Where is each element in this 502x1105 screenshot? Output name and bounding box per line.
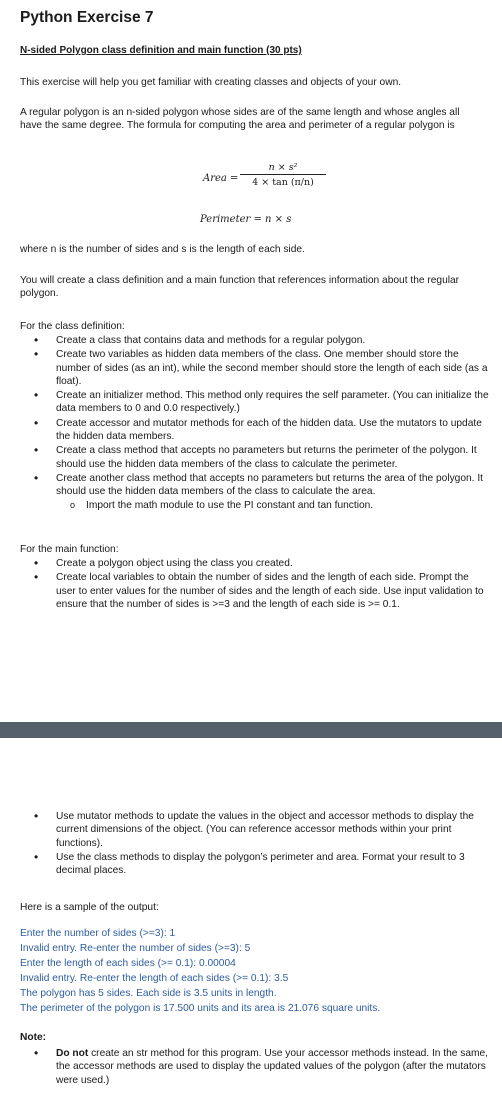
sample-output-line: The polygon has 5 sides. Each side is 3.5 units in length.	[20, 987, 277, 999]
main-function-heading: For the main function:	[20, 544, 119, 555]
area-formula-denominator: 4 × tan (π/n)	[252, 177, 314, 188]
area-formula-numerator: n × s²	[268, 162, 298, 173]
class-bullet-text: Create another class method that accepts no parameters but returns the area of the polygon. It should use the hidden data members of the class to calculate the area.	[56, 472, 483, 498]
sample-heading: Here is a sample of the output:	[20, 902, 159, 913]
note-label: Note:	[20, 1032, 47, 1043]
note-bullet-list	[20, 1047, 490, 1088]
intro-paragraph: This exercise will help you get familiar with creating classes and objects of your own.	[20, 77, 402, 88]
document-title: Python Exercise 7	[20, 9, 154, 26]
sample-output-line: The perimeter of the polygon is 17.500 units and its area is 21.076 square units.	[20, 1002, 381, 1014]
class-sub-bullet-list	[56, 499, 490, 512]
document-subtitle: N-sided Polygon class definition and main function (30 pts)	[20, 45, 302, 56]
page-separator	[0, 722, 502, 738]
main-bullet: • Create a polygon object using the class you created.	[20, 557, 490, 570]
fraction-bar	[240, 174, 326, 175]
class-sub-bullet: o Import the math module to use the PI constant and tan function.	[56, 499, 490, 512]
class-bullet: • Create an initializer method. This method only requires the self parameter. (You can initialize the data members to 0 and 0.0 respectively.)	[20, 389, 490, 416]
where-paragraph: where n is the number of sides and s is the length of each side.	[20, 244, 305, 255]
class-bullet: • Create two variables as hidden data members of the class. One member should store the number of sides (as an int), while the second member should store the length of each side (as a float).	[20, 348, 490, 388]
description-paragraph: A regular polygon is an n-sided polygon whose sides are of the same length and whose angles all have the same degree. The formula for computing the area and perimeter of a regular polygon is	[20, 107, 460, 132]
sample-output-line: Invalid entry. Re-enter the number of sides (>=3): 5	[20, 942, 251, 954]
sample-output-line: Invalid entry. Re-enter the length of each sides (>= 0.1): 3.5	[20, 972, 289, 984]
class-bullet	[20, 472, 490, 512]
page2-bullet: • Use mutator methods to update the values in the object and accessor methods to display the current dimensions of the object. (You can reference accessor methods within your print functions).	[20, 810, 490, 850]
area-formula-fraction	[240, 162, 326, 188]
sample-output-line: Enter the length of each sides (>= 0.1): 0.00004	[20, 957, 236, 969]
page2-bullet-list	[20, 810, 490, 878]
sample-output-line: Enter the number of sides (>=3): 1	[20, 928, 176, 939]
page2-bullet: • Use the class methods to display the polygon’s perimeter and area. Format your result to 3 decimal places.	[20, 851, 490, 878]
class-definition-heading: For the class definition:	[20, 321, 125, 332]
main-bullet: • Create local variables to obtain the number of sides and the length of each side. Prompt the user to enter values for the number of sides and the length of each side. Use input validation to ensure that the number of sides is >=3 and the length of each side is >= 0.1.	[20, 571, 490, 611]
sample-output-block	[20, 927, 490, 1016]
perimeter-formula: Perimeter = n × s	[200, 214, 292, 225]
class-bullet-list	[20, 334, 490, 513]
note-bullet	[20, 1047, 490, 1087]
class-bullet: • Create a class that contains data and methods for a regular polygon.	[20, 334, 490, 347]
main-bullet-list	[20, 557, 490, 612]
task-paragraph: You will create a class definition and a main function that references information about the regular polygon.	[20, 275, 460, 300]
class-bullet: • Create a class method that accepts no parameters but returns the perimeter of the polygon. It should use the hidden data members of the class to calculate the perimeter.	[20, 444, 490, 471]
area-formula-label: Area =	[203, 173, 239, 184]
class-bullet: • Create accessor and mutator methods for each of the hidden data. Use the mutators to update the hidden data members.	[20, 417, 490, 444]
note-text: create an str method for this program. Use your accessor methods instead. In the same, the accessor methods are used to display the updated values of the polygon (after the mutators were used.)	[56, 1048, 489, 1086]
note-emphasis: Do not	[56, 1048, 89, 1059]
